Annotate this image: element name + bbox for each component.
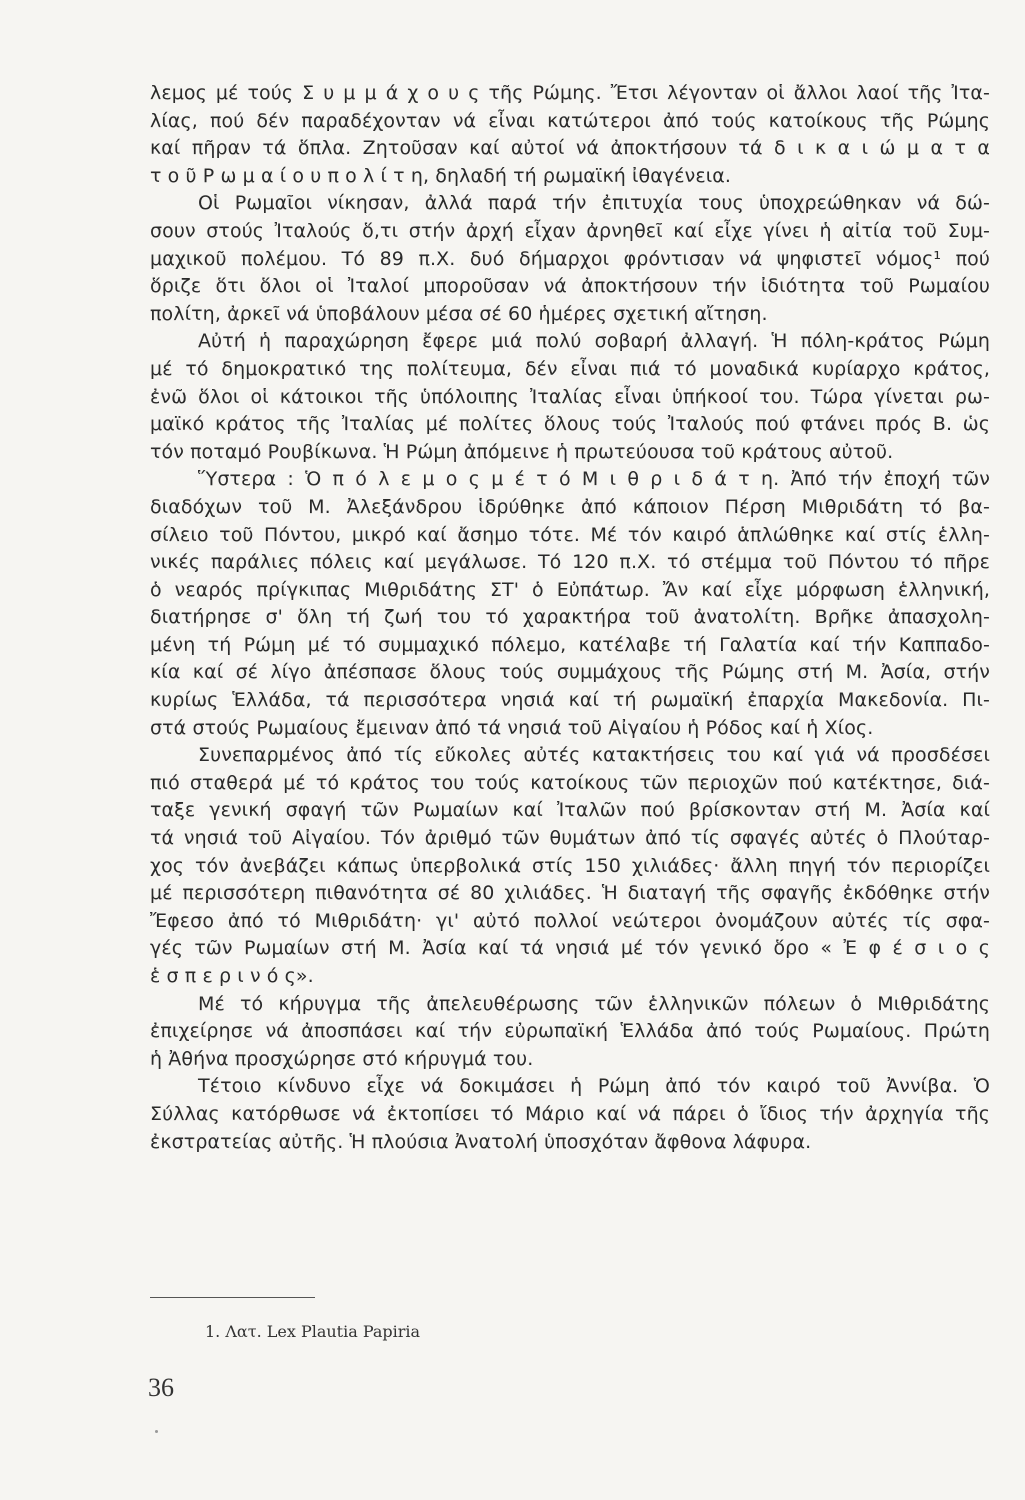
text-line: ἑ σ π ε ρ ι ν ό ς». [150,965,314,987]
text-line: μένη τή Ρώμη μέ τό συμμαχικό πόλεμο, κατέλαβε τή Γαλατία καί τήν Καππαδο- [150,633,990,656]
text-line: καί πῆραν τά ὅπλα. Ζητοῦσαν καί αὐτοί νά ἀποκτήσουν τά δ ι κ α ι ώ μ α τ α [150,137,990,160]
text-line: μέ περισσότερη πιθανότητα σέ 80 χιλιάδες. Ἡ διαταγή τῆς σφαγῆς ἐκδόθηκε στήν [150,882,990,905]
text-line: ἐκστρατείας αὐτῆς. Ἡ πλούσια Ἀνατολή ὑποσχόταν ἄφθονα λάφυρα. [150,1130,812,1153]
text-line: γές τῶν Ρωμαίων στή Μ. Ἀσία καί τά νησιά μέ τόν γενικό ὅρο « Ἐ φ έ σ ι ο ς [150,937,990,960]
text-line: τ ο ῦ Ρ ω μ α ί ο υ π ο λ ί τ η, δηλαδή τή ρωμαϊκή ἰθαγένεια. [150,164,731,187]
footnote-divider [150,1297,315,1298]
text-line: νικές παράλιες πόλεις καί μεγάλωσε. Τό 120 π.Χ. τό στέμμα τοῦ Πόντου τό πῆρε [150,551,990,574]
text-line: ὅριζε ὅτι ὅλοι οἱ Ἰταλοί μποροῦσαν νά ἀποκτήσουν τήν ἰδιότητα τοῦ Ρωμαίου [150,275,990,298]
text-line: ἐνῶ ὅλοι οἱ κάτοικοι τῆς ὑπόλοιπης Ἰταλίας εἶναι ὑπήκοοί του. Τώρα γίνεται ρω- [150,385,990,408]
text-line: Οἱ Ρωμαῖοι νίκησαν, ἀλλά παρά τήν ἐπιτυχία τους ὑποχρεώθηκαν νά δώ- [198,192,990,215]
text-line: Σύλλας κατόρθωσε νά ἐκτοπίσει τό Μάριο καί νά πάρει ὁ ἴδιος τήν ἀρχηγία τῆς [150,1102,990,1125]
text-line: Μέ τό κήρυγμα τῆς ἀπελευθέρωσης τῶν ἑλληνικῶν πόλεων ὁ Μιθριδάτης [198,992,990,1015]
text-line: λίας, πού δέν παραδέχονταν νά εἶναι κατώτεροι ἀπό τούς κατοίκους τῆς Ρώμης [150,109,990,132]
text-line: λεμος μέ τούς Σ υ μ μ ά χ ο υ ς τῆς Ρώμης. Ἔτσι λέγονταν οἱ ἄλλοι λαοί τῆς Ἰτα- [150,82,990,104]
text-line: μαϊκό κράτος τῆς Ἰταλίας μέ πολίτες ὅλους τούς Ἰταλούς πού φτάνει πρός Β. ὡς [150,413,990,436]
text-line: ἡ Ἀθήνα προσχώρησε στό κήρυγμά του. [150,1047,534,1070]
body-text [150,80,990,1156]
text-line: ταξε γενική σφαγή τῶν Ρωμαίων καί Ἰταλῶν πού βρίσκονταν στή Μ. Ἀσία καί [150,799,990,822]
text-line: τά νησιά τοῦ Αἰγαίου. Τόν ἀριθμό τῶν θυμάτων ἀπό τίς σφαγές αὐτές ὁ Πλούταρ- [150,827,990,850]
section-heading-line: Ὕστερα : Ὁ π ό λ ε μ ο ς μ έ τ ό Μ ι θ ρ ι δ ά τ η. Ἀπό τήν ἐποχή τῶν [198,468,990,491]
footnote: 1. Λατ. Lex Plautia Papiria [205,1322,421,1341]
text-line: στά στούς Ρωμαίους ἔμειναν ἀπό τά νησιά τοῦ Αἰγαίου ἡ Ρόδος καί ἡ Χίος. [150,716,874,739]
text-line: ὁ νεαρός πρίγκιπας Μιθριδάτης ΣΤ' ὁ Εὐπάτωρ. Ἄν καί εἶχε μόρφωση ἑλληνική, [150,578,990,601]
text-line: σουν στούς Ἰταλούς ὅ,τι στήν ἀρχή εἶχαν ἀρνηθεῖ καί εἶχε γίνει ἡ αἰτία τοῦ Συμ- [150,219,990,242]
text-line: τόν ποταμό Ρουβίκωνα. Ἡ Ρώμη ἀπόμεινε ἡ πρωτεύουσα τοῦ κράτους αὐτοῦ. [150,440,894,463]
text-line: ἐπιχείρησε νά ἀποσπάσει καί τήν εὐρωπαϊκή Ἑλλάδα ἀπό τούς Ρωμαίους. Πρώτη [150,1020,990,1043]
text-line: πολίτη, ἀρκεῖ νά ὑποβάλουν μέσα σέ 60 ἡμέρες σχετική αἴτηση. [150,302,768,325]
text-line: διαδόχων τοῦ Μ. Ἀλεξάνδρου ἱδρύθηκε ἀπό κάποιον Πέρση Μιθριδάτη τό βα- [150,495,990,518]
text-line: χος τόν ἀνεβάζει κάπως ὑπερβολικά στίς 150 χιλιάδες· ἄλλη πηγή τόν περιορίζει [150,854,990,877]
page-number: 36 [148,1373,174,1402]
text-line: Ἔφεσο ἀπό τό Μιθριδάτη· γι' αὐτό πολλοί νεώτεροι ὀνομάζουν αὐτές τίς σφα- [150,909,990,932]
text-line: κία καί σέ λίγο ἀπέσπασε ὅλους τούς συμμάχους τῆς Ρώμης στή Μ. Ἀσία, στήν [150,661,990,684]
text-line: μαχικοῦ πολέμου. Τό 89 π.Χ. δυό δήμαρχοι φρόντισαν νά ψηφιστεῖ νόμος¹ πού [150,247,990,270]
text-line: Αὐτή ἡ παραχώρηση ἔφερε μιά πολύ σοβαρή ἀλλαγή. Ἡ πόλη-κράτος Ρώμη [198,330,990,353]
text-line: μέ τό δημοκρατικό της πολίτευμα, δέν εἶναι πιά τό μοναδικά κυρίαρχο κράτος, [150,357,990,380]
text-line: πιό σταθερά μέ τό κράτος του τούς κατοίκους τῶν περιοχῶν πού κατέκτησε, διά- [150,771,990,794]
text-line: σίλειο τοῦ Πόντου, μικρό καί ἄσημο τότε. Μέ τόν καιρό ἁπλώθηκε καί στίς ἑλλη- [150,523,990,546]
text-line: Συνεπαρμένος ἀπό τίς εὔκολες αὐτές κατακτήσεις του καί γιά νά προσδέσει [198,744,990,767]
paper-speck [155,1430,158,1433]
text-line: διατήρησε σ' ὅλη τή ζωή του τό χαρακτήρα τοῦ ἀνατολίτη. Βρῆκε ἀπασχολη- [150,606,990,629]
text-line: Τέτοιο κίνδυνο εἶχε νά δοκιμάσει ἡ Ρώμη ἀπό τόν καιρό τοῦ Ἀννίβα. Ὁ [198,1075,990,1098]
text-line: κυρίως Ἑλλάδα, τά περισσότερα νησιά καί τή ρωμαϊκή ἐπαρχία Μακεδονία. Πι- [150,689,990,712]
